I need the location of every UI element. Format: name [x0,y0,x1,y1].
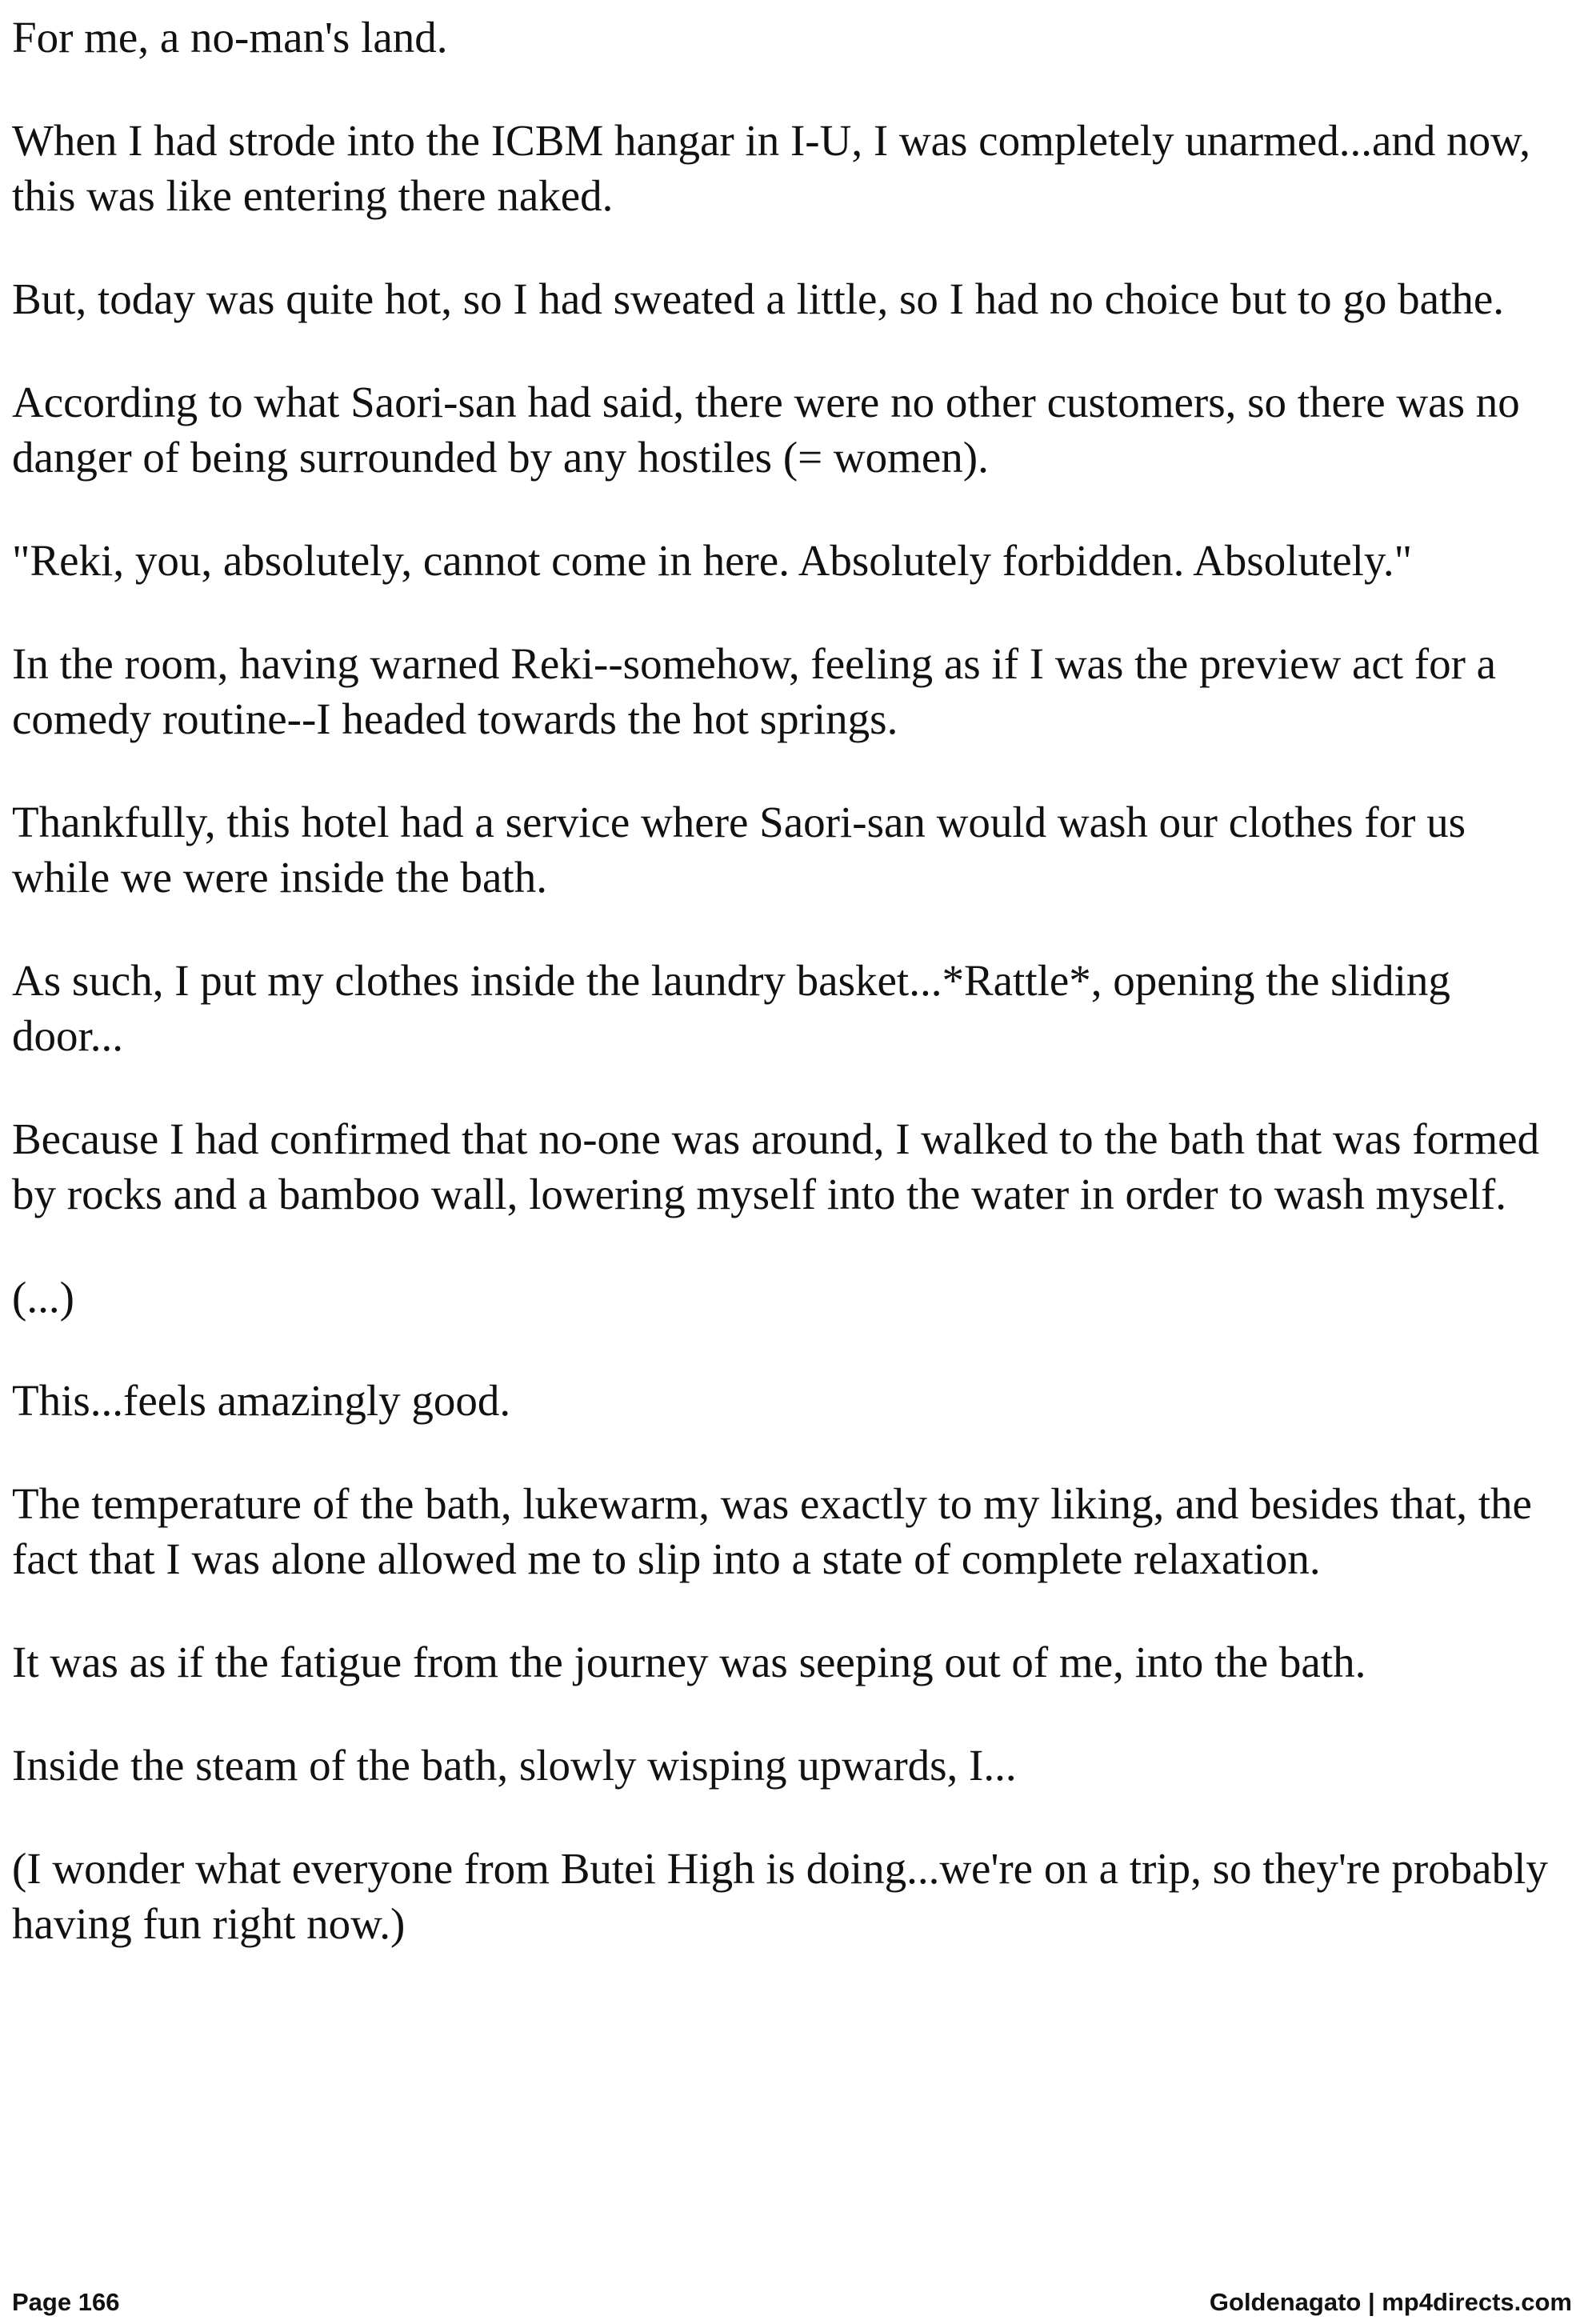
paragraph: Inside the steam of the bath, slowly wisping upwards, I... [12,1741,1017,1790]
paragraph: When I had strode into the ICBM hangar in I-U, I was completely unarmed...and now, this was like entering there naked. [12,116,1531,220]
paragraph: It was as if the fatigue from the journey was seeping out of me, into the bath. [12,1638,1366,1686]
paragraph: Because I had confirmed that no-one was around, I walked to the bath that was formed by rocks and a bamboo wall, lowering myself into the water in order to wash myself. [12,1114,1540,1218]
paragraph: This...feels amazingly good. [12,1376,511,1425]
page-number: Page 166 [12,2288,120,2316]
paragraph: According to what Saori-san had said, there were no other customers, so there was no danger of being surrounded by any hostiles (= women). [12,378,1520,482]
footer-credit: Goldenagato | mp4directs.com [1209,2288,1572,2316]
paragraph: For me, a no-man's land. [12,13,448,62]
paragraph: The temperature of the bath, lukewarm, was exactly to my liking, and besides that, the fact that I was alone allowed me to slip into a state of complete relaxation. [12,1479,1532,1583]
paragraph: As such, I put my clothes inside the laundry basket...*Rattle*, opening the sliding door... [12,956,1450,1060]
paragraph: "Reki, you, absolutely, cannot come in here. Absolutely forbidden. Absolutely." [12,536,1413,585]
paragraph: (I wonder what everyone from Butei High is doing...we're on a trip, so they're probably having fun right now.) [12,1844,1548,1948]
body-text [12,10,1572,1999]
paragraph: (...) [12,1273,74,1322]
paragraph: In the room, having warned Reki--somehow, feeling as if I was the preview act for a comedy routine--I headed towards the hot springs. [12,639,1497,743]
paragraph: Thankfully, this hotel had a service where Saori-san would wash our clothes for us while we were inside the bath. [12,798,1466,902]
paragraph: But, today was quite hot, so I had sweated a little, so I had no choice but to go bathe. [12,274,1505,323]
page-footer [12,2286,1572,2318]
